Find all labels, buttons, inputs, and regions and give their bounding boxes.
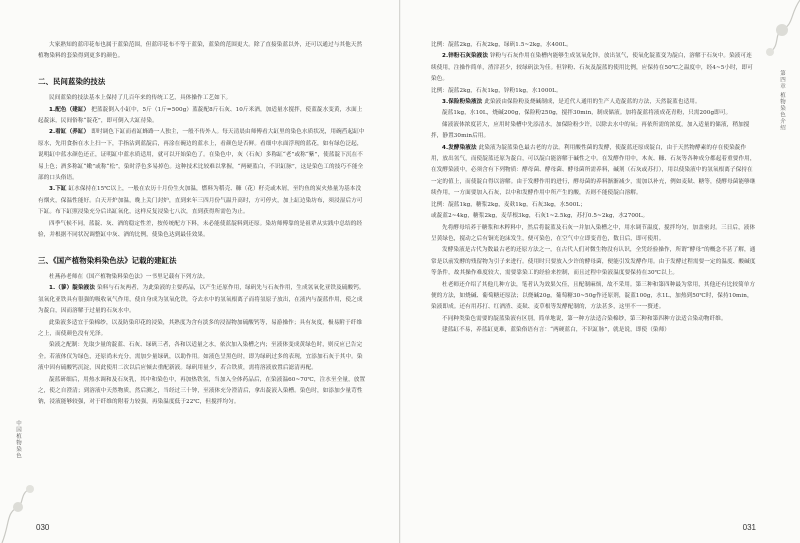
section3-heading: 三、《国产植物染料染色法》记载的建缸法 (38, 255, 177, 265)
method4-procedure: 先将酵母培养于糖浆和木粹料中，然后将靛蓝及石灰一并加入染槽之中，用水调节温度，搅拌均匀，加盖密封。三日后，液体呈黄绿色，搅动之后有铜光泡沫发生，便可染色，在空气中立即变青色，数日后，即可使用。 (431, 224, 756, 242)
method2-text: 锌粉与石灰作用在染槽内能够生成氢氧化锌，放出氢气，使氧化靛蓝变为靛白，溶解于石灰中。染液可连续使用，注操作简单，渣滓甚少，较绿矾法为佳。但锌粉、石灰及靛蓝的使用比例，应保持在50℃之温度中，经4~5小时，即可染色。 (431, 53, 753, 83)
intro-paragraph: 大家熟知的蓝印花布也属于蓝染范围，但蓝印花布不等于蓝染，蓝染的范围更大。除了直接染蓝以外，还可以通过与其他天然植物染料的套染得到更多的颜色。 (38, 42, 363, 60)
ink-flower-decoration-left (0, 463, 40, 543)
ratio-line-2: 比例：靛蓝2kg，石灰1kg，锌粉1kg，水1000L。 (431, 87, 562, 94)
method3-paragraph (431, 97, 757, 108)
step3-paragraph (38, 184, 366, 218)
method3-usage: 储液液体浓度甚大，应用时染槽中先添清水，加保险粉少许，以除去水中的氧；再依所需的浓度，加入适量的储液，稍加搅拌，静置30min后用。 (431, 121, 750, 140)
method3-label: 3.保险粉染液法 (442, 99, 483, 106)
method4-text: 此染液为靛蓝染色最古老的方法。利用酸性菌的发酵，使靛蓝还原成靛白，由于天然物酵素的存在使染靛作用，放出氢气，而使靛蓝还原为靛白，可以靛白能溶解于碱性之中。在发酵作用中，木灰、糠、石灰等各种成分都起着重要作用，在发酵染液中，必须含有下列物质：酵母菌、酵母菌、酵母菌所需养料，碱剂（石灰或苏打），用以使染液中的氢氧根离子保持在一定的值上，而使靛白得以溶解。由于发酵作用的进行，酵母菌的养料渐渐减少，需加以补充，例如麦麸、糖等，使酵母菌能够继续作用，一方面要加入石灰，以中和发酵作用中所产生的酸，否则不能使靛白溶解。 (431, 144, 756, 197)
method1-paragraph-4: 靛蓝研细后，用热水调和及石灰乳，其中和染色中，再加热铁氢，当加入全体药品后，在染液温60~70℃，注水至全量，放置之，使之自澄清；到溶液中天然物质，然后测之，当经过三十钟，至液体充分澄清后，拿出靛液入染槽。染色时，如添加少量苛性钠，浸液能够较强，对于纤维的附着力较强，再染温度低于22℃，但搅拌均匀。 (38, 376, 366, 406)
suitability-paragraph: 不同种类染色需要的靛蓝染液有区别，简单地说，第一种方法适合染棉纱，第三种和第四种方法适合染动物纤维。 (442, 315, 727, 322)
step1-text: 把蓝靛倒入小缸中，5斤（1斤=500g）蓝靛配8斤石灰、10斤米酒，加适量水搅拌，使蓝靛水变黄，水面上起靛沫，民间俗称“靛花”，即可倒入大缸待染。 (38, 106, 363, 125)
method1-paragraph-3: 染液之配制：先取少量的靛蓝、石灰、绿矾三者，各和以适量之水，依次加入染槽之内；至液体变成黄绿色时，则反应已告完全。若液体仅为绿色，还原尚未充分，需加少量绿矾，以助作用。如液色呈黑色时，即为绿矾过多的表现，宜添加石灰于其中。染液中因有硫酸钙沉淀，因此使用二次以后应倾去重配新液。绿矾用量少，若合铁质，需将溶液放置后滤清再配。 (38, 342, 363, 372)
left-text-column (38, 40, 366, 409)
section2-intro: 民间蓝染的技法基本上保持了几百年来的传统工艺，具体操作工艺如下。 (49, 95, 232, 102)
method2-paragraph (431, 51, 757, 85)
step1-label: 1.配色（建缸） (49, 106, 90, 113)
method2-label: 2.锌粉石灰染液法 (442, 53, 489, 60)
right-page-number: 031 (742, 523, 756, 532)
step2-paragraph (38, 127, 366, 184)
right-spine-label: 第四章 植物染色介绍 (779, 70, 785, 132)
right-page (401, 0, 800, 543)
ratio-line-1: 比例：靛蓝2kg，石灰2kg，绿矾1.5~2kg，水400L。 (431, 42, 572, 48)
ink-flower-decoration-right (754, 0, 800, 70)
method1-text: 染料与石灰两者，为此染液的主要药品，以产生还原作用，绿矾先与石灰作用，生成氢氧化亚铁及硫酸钙。氢氧化亚铁具有很强的吸收氧气作用，使自身成为氢氧化铁，夺去水中的氢氧根离子而将氢原子放出，在液内与靛蓝作用，使之成为靛白，因而溶解于过量的石灰水中。 (38, 285, 365, 315)
step3-label: 3.下缸 (49, 186, 67, 193)
step2-text: 即时调色下缸而看缸蜂路一人独主，一般不传外人。每天清晨由师傅看大缸里的染色水质状况，用碗舀起缸中原水，先用食指在水上扫一下，手指沾到蓝靛后，再涂在碗边的蓝水上，看颜色是否鲜。看细中水面浮现的蓝花，如有绿色泛起，说明缸中蓝水颜色还正，证明缸中蓝水质适用，就可以开始染色了。在染色中，灰（石灰）多称缸“老”或称“紫”，使蓝靛下沉在不易上色；酒多称缸“嫩”或称“松”，染时浮色多易掉色。这种技术比较难以掌握，“两硬蓝白，不识缸脉”，这是染色工的技巧不能全部的口头俗语。 (38, 129, 365, 182)
four-seasons-paragraph: 四季气候不同，蓝靛、灰、酒的稳定性差，按传统配方下料，未必能使蓝靛料到还原。染坊师傅靠的是祖辈从实践中总结的经验，并根据不同状况调整缸中灰、酒的比例，使染色达到最佳效果。 (38, 220, 363, 239)
ratio-line-4: 或靛蓝2~4kg，糖浆2kg，麦草根3kg，石灰1~2.5kg，苏打0.5~2kg，水2700L。 (431, 213, 649, 220)
method1-label: 1.（蓼）靛染液法 (49, 285, 96, 292)
method4-label: 4.发酵染液法 (442, 144, 477, 151)
method3-recipe: 靛蓝1kg，水10L，烧碱200g，保险粉250g，搅拌30min，制成储液。加将靛蓝将液成花青粉，只需200g即可。 (442, 110, 732, 117)
section2-heading: 二、民间蓝染的技法 (38, 76, 106, 86)
left-spine-label: 中国植物染色 (15, 420, 21, 459)
closing-paragraph: 建蓝缸不易，养蓝缸更难，蓝染俗语有言：“两硬蓝白，不识缸脉”，就是说，即使（染师） (442, 327, 670, 334)
step2-label: 2.看缸（养缸） (49, 129, 90, 136)
fermentation-history: 发酵染液是古代为数最古老的还原方法之一，在古代人们对微生物没有认识，全凭经验操作，所谓“酵母”的概念不甚了解，通常是以前发酵的残留物为引子来进行。使用时只要放入少许的酵母菌，便能引发发酵作用。由于发酵过程需要一定的温度、酸碱度等条件，故其操作难度较大，需要靠染工的经验来控制，而且过程中染液温度要保持在30℃以上。 (431, 247, 756, 277)
step1-paragraph (38, 105, 366, 128)
method4-paragraph (431, 143, 757, 200)
method1-paragraph (38, 283, 366, 317)
right-text-column (431, 40, 757, 337)
section3-intro: 杜燕孙老师在《国产植物染料染色法》一书里记载有下列方法。 (49, 273, 209, 280)
method3-text: 此染液由保险粉及烧碱制成，是近代人通用的生产人造靛蓝的方法，天然靛蓝也适用。 (484, 99, 701, 106)
method1-paragraph-2: 此染液多适宜于染棉纱，以及防染印花的浸染，其熟度为含有淡多的浸湿物加硫酸钙等，易游操作；具有灰度，极易附于纤维之上，而使颜色没有光泽。 (38, 319, 363, 337)
other-methods-paragraph: 杜老师还介绍了其他几种方法，笔者认为效果欠佳，且配制麻烦，故不采用。第三种和第四种最为常用，其他还有比较简单方便的方法，如烧碱、葡萄糖还原法；以烧碱20g，葡萄糖30~50g作还原剂，靛蓝100g，水1L，加热到50℃时，保持10min，染液即成。还有用苏打、红酒渣、麦麸、麦草根等发酵配制的，方法甚多，这里不一一赘述。 (431, 281, 756, 311)
left-page-number: 030 (36, 523, 50, 532)
ratio-line-3: 比例：靛蓝1kg，糖浆2kg，麦麸1kg，石灰3kg，水500L； (431, 201, 586, 208)
step3-text: 缸水保持在15℃以上，一般在农历十月份生火加温，燃料为稻壳、糠（花）籽壳或木屑，至钓鱼的炭火热量为基本没有烟火，保温性能好。白天开炉加温，晚上关门封炉，直到来年三四月份气温升高时，方可停火，加上缸边染坊布，须浸湿后方可下缸。布下缸照浸染充分后出缸氧化，这样反复浸染七八次，直到获得所需色为止。 (38, 186, 363, 216)
